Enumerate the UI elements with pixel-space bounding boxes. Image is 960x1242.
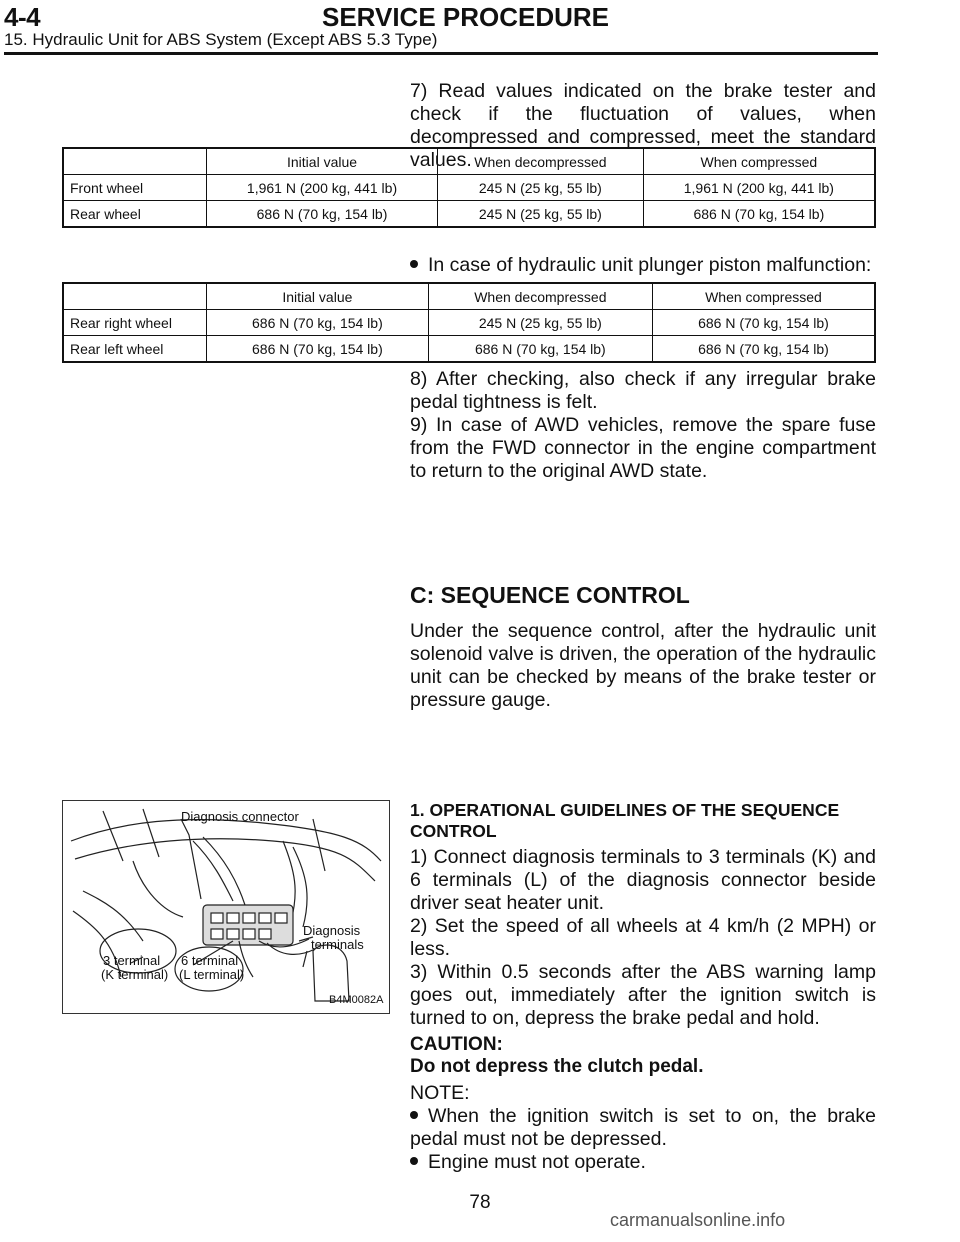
table-header-cell: [63, 148, 207, 175]
caution-text: Do not depress the clutch pedal.: [410, 1056, 704, 1077]
table-cell: Front wheel: [63, 175, 207, 201]
table-cell: 686 N (70 kg, 154 lb): [652, 336, 875, 363]
table-cell: 686 N (70 kg, 154 lb): [643, 201, 875, 228]
bullet-icon: [410, 1111, 418, 1119]
table-row: [63, 336, 875, 363]
label-3-terminal-1: 3 terminal: [103, 953, 161, 968]
table-cell: 245 N (25 kg, 55 lb): [438, 175, 644, 201]
plunger-bullet: In case of hydraulic unit plunger piston malfunction:: [410, 254, 871, 277]
connector-illustration: [63, 801, 389, 1013]
bullet-icon: [410, 260, 418, 268]
guidelines-block: [410, 800, 876, 1174]
label-diagnosis-terminals-2: terminals: [311, 937, 364, 952]
table-cell: 245 N (25 kg, 55 lb): [428, 310, 652, 336]
page-number: 78: [469, 1192, 491, 1213]
table-header-row: [63, 283, 875, 310]
label-6-terminal-1: 6 terminal: [181, 953, 239, 968]
step-7: 7) Read values indicated on the brake tester and check if the fluctuation of values, when decompressed and compressed, meet the standard values.: [410, 80, 876, 171]
table-cell: 1,961 N (200 kg, 441 lb): [207, 175, 438, 201]
guideline-step-1: 1) Connect diagnosis terminals to 3 terminals (K) and 6 terminals (L) of the diagnosis connector beside driver seat heater unit.: [410, 846, 876, 914]
figure-code: B4M0082A: [329, 994, 384, 1006]
table-header-cell: Initial value: [207, 283, 429, 310]
label-diagnosis-connector: Diagnosis connector: [181, 809, 299, 824]
section-subtitle: 15. Hydraulic Unit for ABS System (Except ABS 5.3 Type): [4, 30, 438, 49]
table-header-cell: When decompressed: [438, 148, 644, 175]
section-c-text: Under the sequence control, after the hydraulic unit solenoid valve is driven, the operation of the hydraulic unit can be checked by means of the brake tester or pressure gauge.: [410, 620, 876, 711]
table-header-cell: Initial value: [207, 148, 438, 175]
section-title: SERVICE PROCEDURE: [322, 2, 610, 32]
label-3-terminal-2: (K terminal): [101, 967, 169, 982]
guidelines-heading: 1. OPERATIONAL GUIDELINES OF THE SEQUENCE CONTROL: [410, 800, 840, 841]
table-header-row: [63, 148, 875, 175]
step-8: 8) After checking, also check if any irregular brake pedal tightness is felt.: [410, 368, 876, 413]
watermark: carmanualsonline.info: [610, 1210, 786, 1230]
table-header-cell: [63, 283, 207, 310]
diagnosis-connector-figure: [62, 800, 390, 1014]
table-cell: Rear left wheel: [63, 336, 207, 363]
table-header-cell: When decompressed: [428, 283, 652, 310]
label-diagnosis-terminals-1: Diagnosis: [303, 923, 361, 938]
table-cell: Rear wheel: [63, 201, 207, 228]
header-rule: [4, 52, 878, 55]
table-header-cell: When compressed: [652, 283, 875, 310]
table-cell: Rear right wheel: [63, 310, 207, 336]
table-cell: 686 N (70 kg, 154 lb): [207, 336, 429, 363]
label-6-terminal-2: (L terminal): [179, 967, 245, 982]
section-code: 4-4: [4, 2, 41, 32]
table-cell: 245 N (25 kg, 55 lb): [438, 201, 644, 228]
step-9: 9) In case of AWD vehicles, remove the spare fuse from the FWD connector in the engine compartment to return to the original AWD state.: [410, 414, 876, 482]
table-cell: 1,961 N (200 kg, 441 lb): [643, 175, 875, 201]
steps-8-9: [410, 368, 876, 483]
guideline-step-3: 3) Within 0.5 seconds after the ABS warning lamp goes out, immediately after the ignition switch is turned to on, depress the brake pedal and hold.: [410, 961, 876, 1029]
guideline-step-2: 2) Set the speed of all wheels at 4 km/h (2 MPH) or less.: [410, 915, 876, 960]
table-row: [63, 310, 875, 336]
table-cell: 686 N (70 kg, 154 lb): [207, 310, 429, 336]
table-row: [63, 201, 875, 228]
note-1: When the ignition switch is set to on, the brake pedal must not be depressed.: [410, 1105, 876, 1150]
guidelines-steps: [410, 846, 876, 1030]
caution-label: CAUTION:: [410, 1034, 503, 1055]
table-cell: 686 N (70 kg, 154 lb): [207, 201, 438, 228]
bullet-icon: [410, 1157, 418, 1165]
table-row: [63, 175, 875, 201]
brake-tester-table: [62, 147, 876, 228]
table-cell: 686 N (70 kg, 154 lb): [652, 310, 875, 336]
note-2: Engine must not operate.: [410, 1151, 876, 1174]
table-header-cell: When compressed: [643, 148, 875, 175]
plunger-table: [62, 282, 876, 363]
table-cell: 686 N (70 kg, 154 lb): [428, 336, 652, 363]
section-c-heading: C: SEQUENCE CONTROL: [410, 582, 690, 608]
note-label: NOTE:: [410, 1082, 470, 1104]
